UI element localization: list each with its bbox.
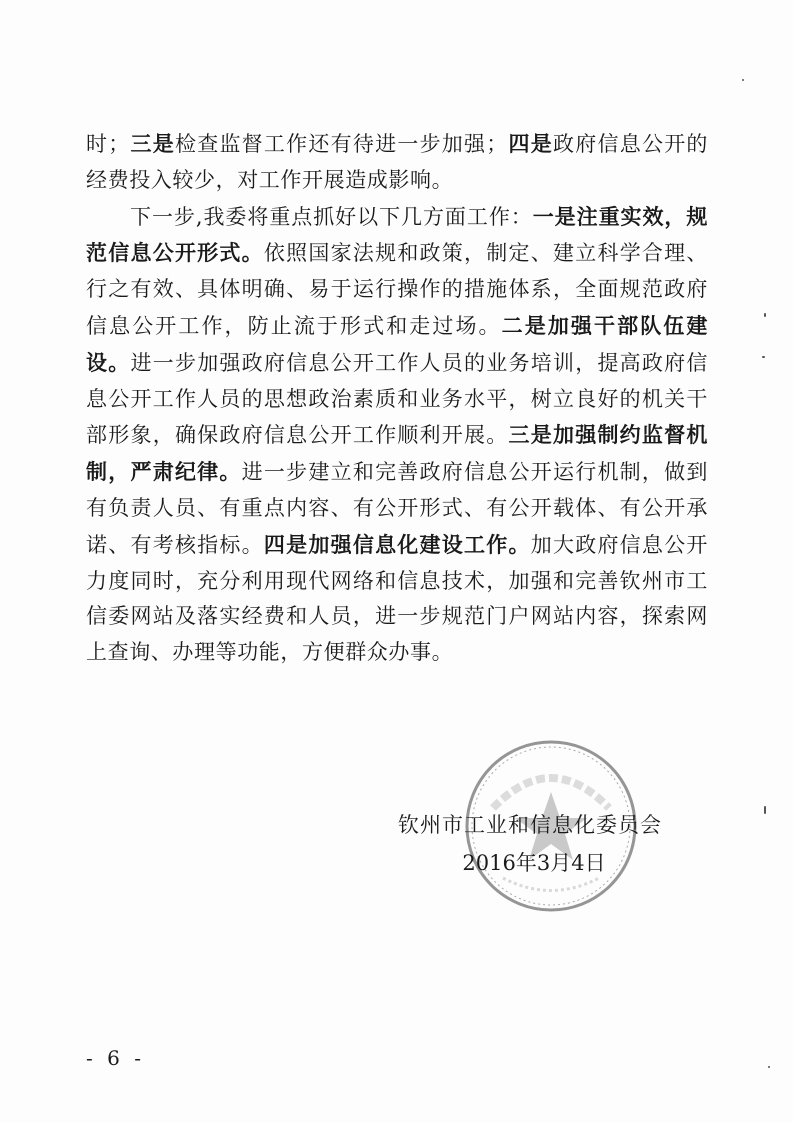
scan-speck xyxy=(762,356,765,358)
scan-speck xyxy=(742,79,744,81)
text-run-bold: 一是注重实效，规范信息公开形式。 xyxy=(86,203,708,266)
text-run-bold: 三是 xyxy=(129,131,175,156)
signature-organization: 钦州市工业和信息化委员会 xyxy=(398,813,662,837)
scan-speck xyxy=(764,806,766,814)
text-run: 依照国家法规和政策，制定、建立科学合理、行之有效、具体明确、易于运行操作的措施体系，全面规范政府信息公开工作，防止流于形式和走过场。 xyxy=(86,241,708,338)
paragraph-2 xyxy=(86,199,708,671)
text-run-bold: 二是加强干部队伍建设。 xyxy=(86,312,708,375)
text-run: 政府信息公开的经费投入较少，对工作开展造成影响。 xyxy=(86,132,709,192)
scan-speck xyxy=(764,313,766,317)
text-run-bold: 四是 xyxy=(507,131,554,156)
text-run: 时； xyxy=(86,132,130,156)
text-run: 进一步建立和完善政府信息公开运行机制，做到有负责人员、有重点内容、有公开形式、有公开载体、有公开承诺、有考核指标。 xyxy=(86,460,708,557)
text-run-bold: 三是加强制约监督机制，严肃纪律。 xyxy=(86,422,708,485)
text-run: 下一步,我委将重点抓好以下几方面工作： xyxy=(130,204,533,229)
text-run: 加大政府信息公开力度同时，充分利用现代网络和信息技术，加强和完善钦州市工信委网站及落实经费和人员，进一步规范门户网站内容，探索网上查询、办理等功能，方便群众办事。 xyxy=(86,532,708,665)
scan-speck xyxy=(768,1066,770,1068)
text-run: 检查监督工作还有待进一步加强； xyxy=(174,132,508,156)
text-run: 进一步加强政府信息公开工作人员的业务培训，提高政府信息公开工作人员的思想政治素质和业务水平，树立良好的机关干部形象，确保政府信息公开工作顺利开展。 xyxy=(86,350,708,448)
text-run-bold: 四是加强信息化建设工作。 xyxy=(263,531,531,557)
document-body xyxy=(86,126,708,671)
signature-date: 2016年3月4日 xyxy=(462,851,606,875)
page-number: - 6 - xyxy=(86,1046,145,1070)
signature-block xyxy=(380,806,680,882)
paragraph-1 xyxy=(86,126,708,199)
